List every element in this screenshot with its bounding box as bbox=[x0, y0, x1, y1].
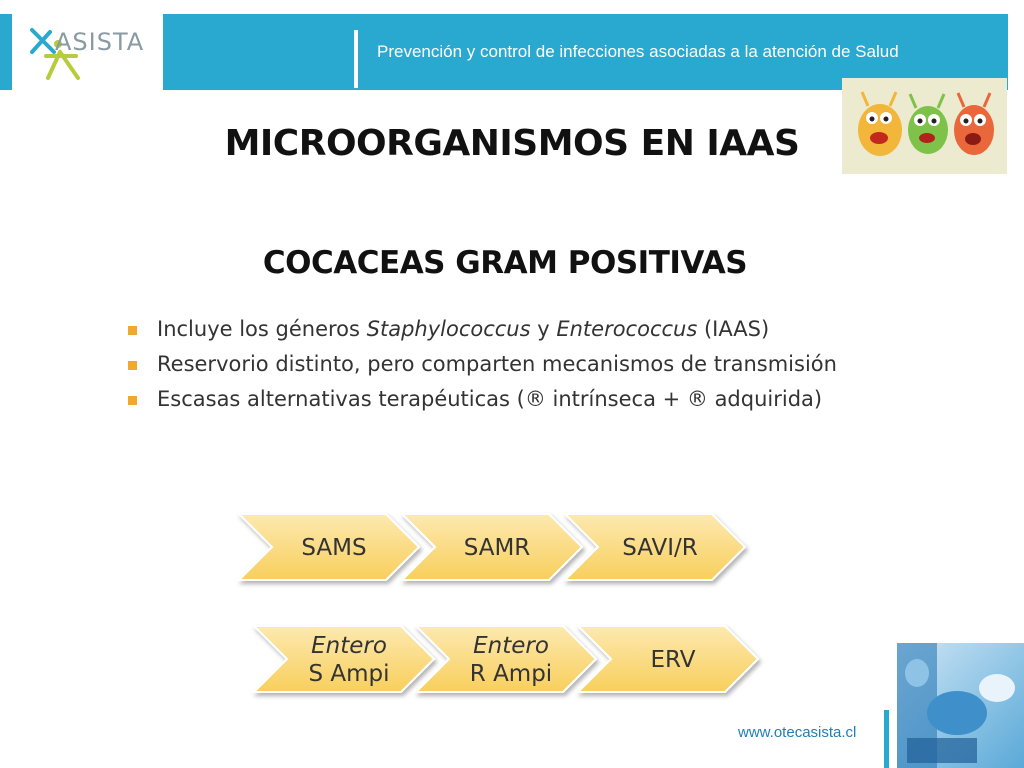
surgery-photo bbox=[897, 643, 1024, 768]
bullet-item: Escasas alternativas terapéuticas (® intrínseca + ® adquirida) bbox=[128, 382, 928, 417]
chevron-label-entero-s: Entero S Ampi bbox=[308, 633, 390, 687]
bullet-item: Incluye los géneros Staphylococcus y Enterococcus (IAAS) bbox=[128, 312, 928, 347]
logo-text: ASISTA bbox=[55, 28, 145, 56]
chevron-label-savi: SAVI/R bbox=[622, 535, 698, 561]
bullet-item: Reservorio distinto, pero comparten mecanismos de transmisión bbox=[128, 347, 928, 382]
chevron-label-sams: SAMS bbox=[301, 535, 367, 561]
chevron-label-erv: ERV bbox=[650, 647, 696, 673]
footer-divider bbox=[884, 710, 889, 768]
header-title: Prevención y control de infecciones asociadas a la atención de Salud bbox=[377, 42, 899, 61]
main-title: MICROORGANISMOS EN IAAS bbox=[224, 123, 800, 164]
chevron-label-samr: SAMR bbox=[463, 535, 531, 561]
sub-title: COCACEAS GRAM POSITIVAS bbox=[262, 245, 748, 281]
chevron-label-entero-r: Entero R Ampi bbox=[469, 633, 553, 687]
footer-url[interactable]: www.otecasista.cl bbox=[738, 724, 857, 741]
